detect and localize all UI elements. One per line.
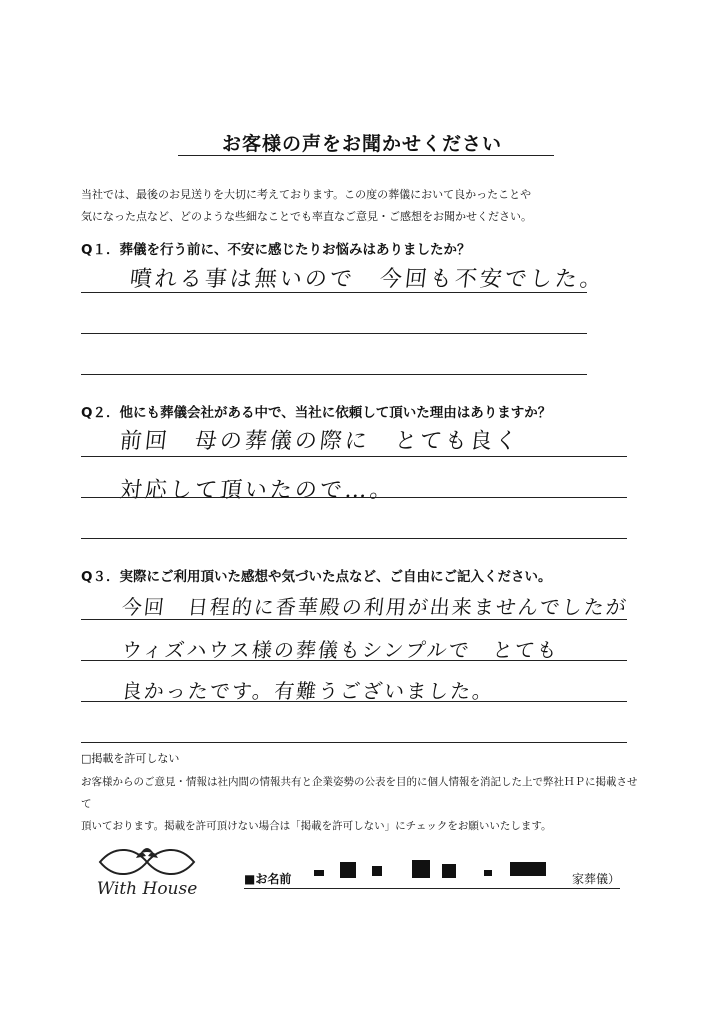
question-3-label: Q３．実際にご利用頂いた感想や気づいた点など、ご自由にご記入ください。 <box>81 569 552 585</box>
notice-line: お客様からのご意見・情報は社内間の情報共有と企業姿勢の公表を目的に個人情報を消記した上で弊社ＨＰに掲載させて <box>81 776 638 810</box>
question-1-label: Q１．葬儀を行う前に、不安に感じたりお悩みはありましたか？ <box>81 242 471 258</box>
title-underline <box>178 155 554 156</box>
form-title: お客様の声をお聞かせください <box>221 133 502 155</box>
answer-rule <box>81 292 587 293</box>
name-redaction <box>312 858 567 884</box>
intro-line: 気になった点など、どのような些細なことでも率直なご意見・ご感想をお聞かせください。 <box>81 210 532 223</box>
notice-line: 頂いております。掲載を許可頂けない場合は「掲載を許可しない」にチェックをお願いいたします。 <box>81 820 552 832</box>
answer-rule <box>81 742 627 743</box>
question-2-label: Q２．他にも葬儀会社がある中で、当社に依頼して頂いた理由はありますか？ <box>81 405 552 421</box>
with-house-logo <box>80 840 215 900</box>
answer-rule <box>81 456 627 457</box>
answer-rule <box>81 497 627 498</box>
name-underline <box>244 888 620 889</box>
question-2-answer-line: 前回 母の葬儀の際に とても良く <box>118 429 522 454</box>
intro-text <box>81 184 641 228</box>
question-1-answer-line: 噴れる事は無いので 今回も不安でした。 <box>128 267 607 292</box>
question-3-answer-line: 今回 日程的に香華殿の利用が出来ませんでしたが <box>120 595 630 619</box>
consent-notice <box>81 771 641 837</box>
name-suffix: 家葬儀） <box>572 872 621 886</box>
infinity-lotus-icon <box>80 840 215 900</box>
answer-rule <box>81 619 627 620</box>
answer-rule <box>81 701 627 702</box>
name-label: ■お名前 <box>244 872 292 886</box>
answer-rule <box>81 538 627 539</box>
logo-text: With House <box>96 879 198 899</box>
question-3-answer-line: ウィズハウス様の葬儀もシンプルで とても <box>120 638 561 662</box>
answer-rule <box>81 660 627 661</box>
answer-rule <box>81 333 587 334</box>
question-2-answer-line: 対応して頂いたので…。 <box>118 478 397 503</box>
question-3-answer-line: 良かったです。有難うございました。 <box>120 679 496 703</box>
intro-line: 当社では、最後のお見送りを大切に考えております。この度の葬儀において良かったことや <box>81 188 532 201</box>
consent-checkbox[interactable]: □掲載を許可しない <box>81 752 180 765</box>
answer-rule <box>81 374 587 375</box>
